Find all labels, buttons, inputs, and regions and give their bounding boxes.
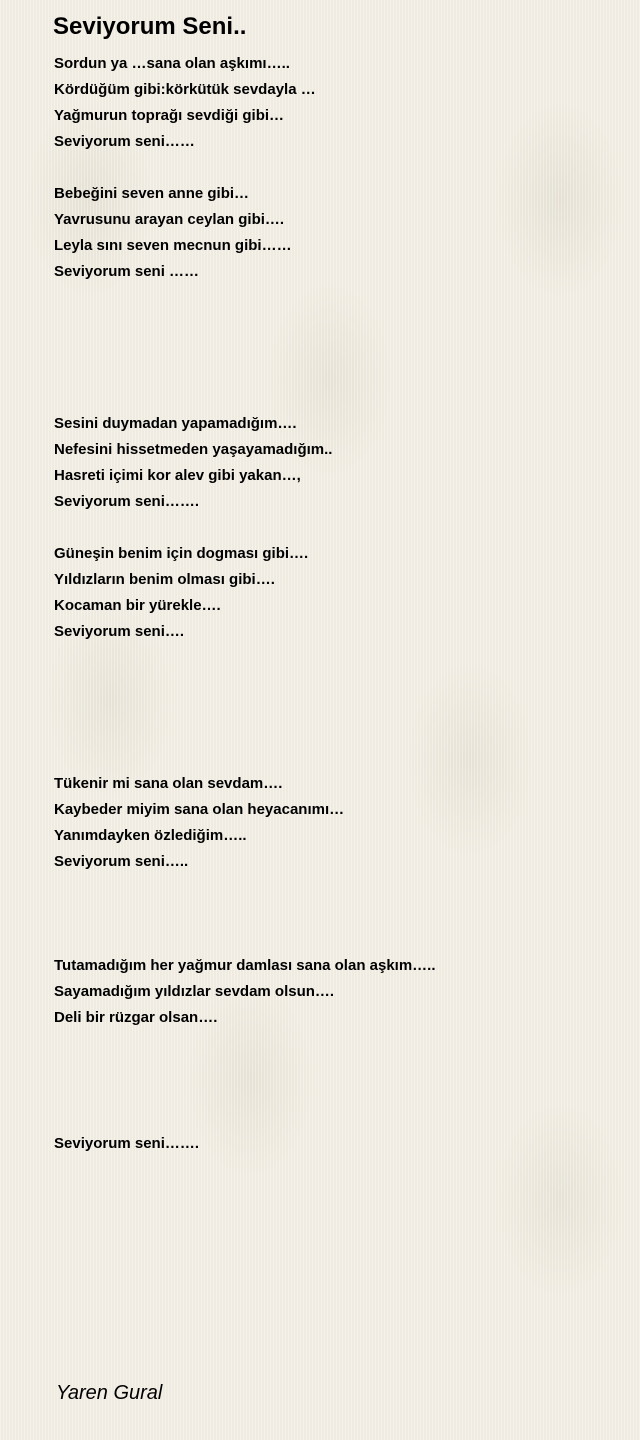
poem-line: Yanımdayken özlediğim….. [54, 827, 247, 844]
poem-title: Seviyorum Seni.. [53, 13, 247, 40]
poem-line: Seviyorum seni….. [54, 853, 189, 870]
poem-line: Deli bir rüzgar olsan…. [54, 1009, 218, 1026]
poem-line: Kördüğüm gibi:körkütük sevdayla … [54, 81, 316, 98]
poem-line: Yıldızların benim olması gibi…. [54, 571, 275, 588]
poem-author: Yaren Gural [56, 1382, 163, 1404]
poem-line: Leyla sını seven mecnun gibi…… [54, 237, 292, 254]
poem-line: Sordun ya …sana olan aşkımı….. [54, 55, 290, 72]
poem-line: Seviyorum seni……. [54, 493, 200, 510]
poem-line: Sesini duymadan yapamadığım…. [54, 415, 297, 432]
poem-line: Güneşin benim için dogması gibi…. [54, 545, 309, 562]
poem-line: Yağmurun toprağı sevdiği gibi… [54, 107, 285, 124]
poem-line: Hasreti içimi kor alev gibi yakan…, [54, 467, 301, 484]
poem-line: Nefesini hissetmeden yaşayamadığım.. [54, 441, 333, 458]
poem-line: Yavrusunu arayan ceylan gibi…. [54, 211, 285, 228]
poem-line: Seviyorum seni…. [54, 623, 185, 640]
poem-line: Sayamadığım yıldızlar sevdam olsun…. [54, 983, 335, 1000]
poem-line: Seviyorum seni……. [54, 1135, 200, 1152]
poem-line: Seviyorum seni …… [54, 263, 200, 280]
poem-line: Kaybeder miyim sana olan heyacanımı… [54, 801, 345, 818]
poem-line: Tükenir mi sana olan sevdam…. [54, 775, 283, 792]
poem-line: Bebeğini seven anne gibi… [54, 185, 250, 202]
poem-line: Kocaman bir yürekle…. [54, 597, 221, 614]
poem-line: Tutamadığım her yağmur damlası sana olan aşkım….. [54, 957, 436, 974]
poem-line: Seviyorum seni…… [54, 133, 195, 150]
